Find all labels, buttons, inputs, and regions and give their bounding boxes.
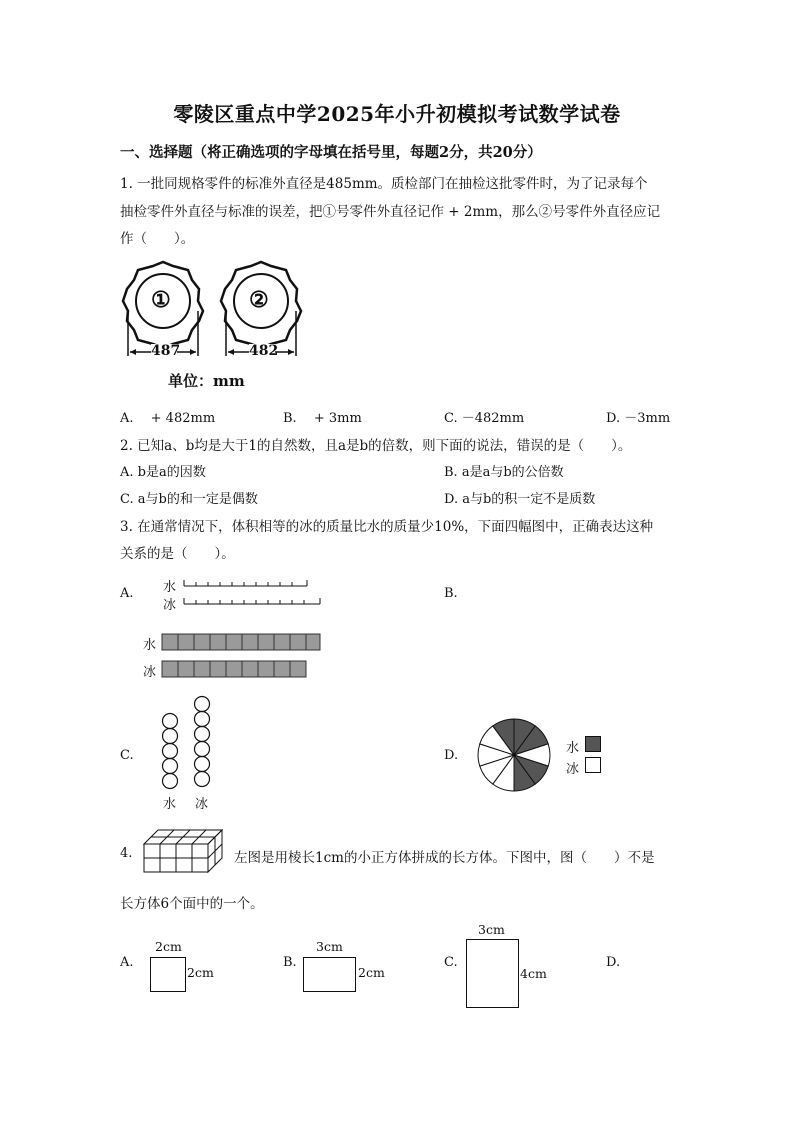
q3-d-ice-legend-label: 冰 [566, 762, 580, 777]
q4-a-square [150, 957, 186, 992]
q1-option-d: D. －3mm [606, 411, 671, 426]
q4-a-side-dim: 2cm [187, 965, 214, 980]
q4-cuboid-figure [142, 826, 227, 876]
q3-c-ice-stack [195, 697, 210, 787]
q3-c-circle-stacks [158, 694, 218, 799]
q3-b-ice-label: 冰 [143, 665, 157, 680]
q3-a-scale-diagram [183, 575, 333, 615]
gear-2-dimension: 482 [249, 343, 279, 359]
q4-b-rectangle [303, 957, 356, 992]
q1-text-line1: 1. 一批同规格零件的标准外直径是485mm。质检部门在抽检这批零件时，为了记录每个 [120, 176, 648, 192]
gear-figure [118, 256, 318, 386]
q1-option-b: B. + 3mm [283, 411, 362, 426]
q3-d-pie [478, 719, 550, 791]
q3-text-line2: 关系的是（ ）。 [120, 546, 235, 562]
gear-1-label: ① [151, 287, 171, 313]
q2-option-c: C. a与b的和一定是偶数 [120, 492, 258, 507]
q4-text-line2: 长方体6个面中的一个。 [120, 896, 264, 912]
section-heading: 一、选择题（将正确选项的字母填在括号里，每题2分，共20分） [120, 144, 542, 161]
q3-d-pie-diagram [476, 717, 556, 797]
q4-option-c-letter: C. [444, 955, 458, 970]
q3-a-ice-label: 冰 [163, 598, 177, 613]
q4-number: 4. [120, 846, 133, 861]
q1-text-line2: 抽检零件外直径与标准的误差，把①号零件外直径记作 + 2mm，那么②号零件外直径应记 [120, 204, 661, 220]
q1-option-c: C. －482mm [444, 411, 525, 426]
q4-c-rectangle [466, 939, 519, 1008]
q3-b-ice-bar [162, 661, 306, 677]
q3-b-water-label: 水 [143, 638, 157, 653]
q3-a-water-label: 水 [163, 580, 177, 595]
q4-text-line1: 左图是用棱长1cm的小正方体拼成的长方体。下图中，图（ ）不是 [234, 850, 655, 866]
q3-c-water-label: 水 [163, 797, 177, 812]
page-title: 零陵区重点中学2025年小升初模拟考试数学试卷 [173, 102, 621, 126]
q3-a-water-scale [184, 580, 307, 586]
q4-b-side-dim: 2cm [358, 965, 385, 980]
gear-1-dimension: 487 [151, 343, 181, 359]
q3-c-water-stack [163, 714, 178, 789]
q2-option-b: B. a是a与b的公倍数 [444, 465, 564, 480]
q3-option-a-letter: A. [120, 586, 134, 601]
q2-option-a: A. b是a的因数 [120, 465, 206, 480]
q3-d-ice-swatch [585, 757, 601, 773]
q4-option-a-letter: A. [120, 955, 134, 970]
q3-c-ice-label: 冰 [195, 797, 209, 812]
q3-option-c-letter: C. [120, 748, 134, 763]
q3-d-water-swatch [585, 736, 601, 752]
q3-b-water-bar [162, 634, 320, 650]
q4-b-top-dim: 3cm [316, 939, 343, 954]
q4-c-side-dim: 4cm [520, 966, 547, 981]
q4-option-d-letter: D. [606, 955, 621, 970]
q4-cuboid [144, 830, 222, 872]
q3-option-b-letter: B. [444, 586, 458, 601]
q2-text: 2. 已知a、b均是大于1的自然数，且a是b的倍数，则下面的说法，错误的是（ ）。 [120, 438, 632, 454]
q1-option-a: A. + 482mm [120, 411, 216, 426]
q3-d-water-legend-label: 水 [566, 741, 580, 756]
q4-a-top-dim: 2cm [155, 939, 182, 954]
q2-option-d: D. a与b的积一定不是质数 [444, 492, 596, 507]
gear-2-label: ② [249, 287, 269, 313]
q1-text-line3: 作（ ）。 [120, 231, 195, 247]
q3-option-d-letter: D. [444, 748, 459, 763]
unit-label: 单位：mm [168, 372, 245, 390]
q4-c-top-dim: 3cm [478, 922, 505, 937]
q3-a-ice-scale [184, 598, 320, 604]
q4-option-b-letter: B. [283, 955, 297, 970]
q3-b-bar-diagram [160, 632, 325, 682]
q3-text-line1: 3. 在通常情况下，体积相等的冰的质量比水的质量少10%，下面四幅图中，正确表达这种 [120, 519, 654, 535]
